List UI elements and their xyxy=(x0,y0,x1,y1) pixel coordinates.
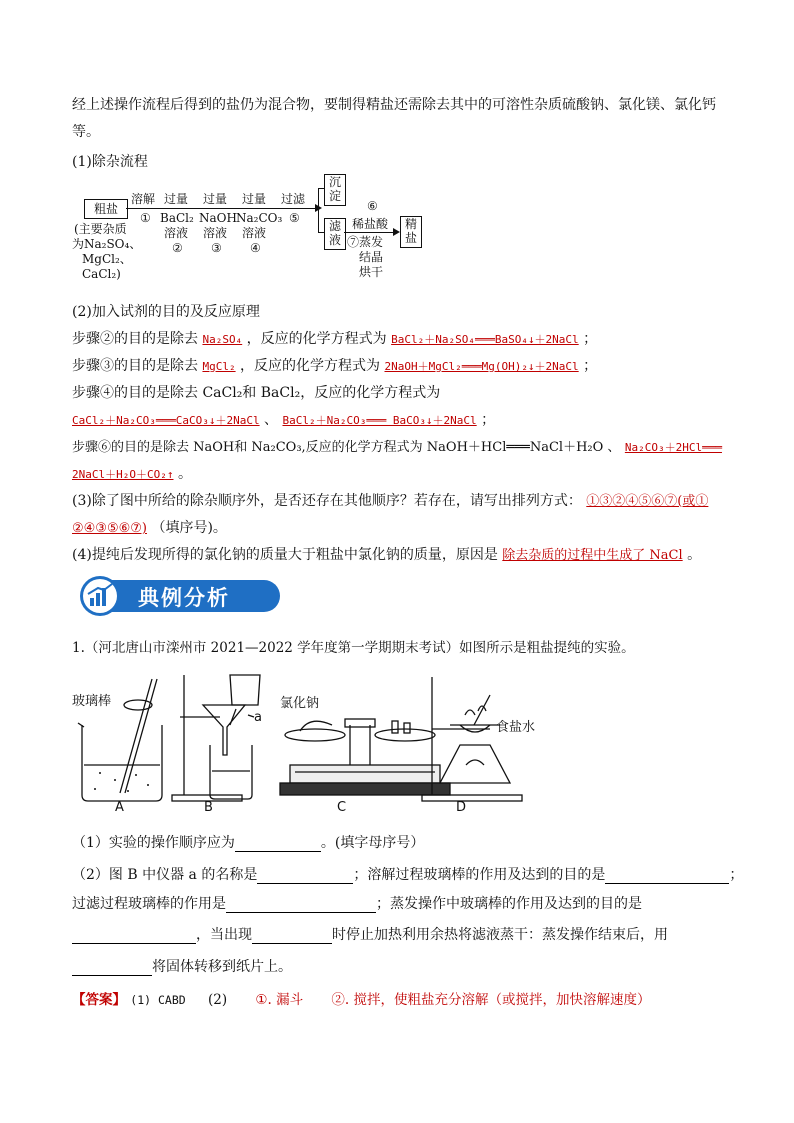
sub2-line-2: 过滤过程玻璃棒的作用是 ；蒸发操作中玻璃棒的作用及达到的目的是 xyxy=(72,896,642,912)
answer-1: (1) CABD xyxy=(130,993,186,1007)
step4-reagent: Na₂CO₃ xyxy=(236,211,283,225)
q4-answer: 除去杂质的过程中生成了 NaCl xyxy=(502,548,683,563)
answer-line xyxy=(72,988,650,1008)
q3-line-1: (3)除了图中所给的除杂顺序外，是否还存在其他顺序？若存在，请写出排列方式： ①③②④⑤⑥⑦(或① xyxy=(72,493,709,509)
blank-evaporate-rod[interactable] xyxy=(72,929,196,944)
impurity-note-3: MgCl₂、 xyxy=(82,252,132,266)
answer-2-1: ①. 漏斗 xyxy=(255,992,304,1008)
blank-order[interactable] xyxy=(235,837,321,852)
step3-answer1: MgCl₂ xyxy=(202,360,236,373)
step4-sol: 溶液 xyxy=(242,226,267,240)
label-glass-rod: 玻璃棒 xyxy=(72,694,112,709)
intro-line-2: 等。 xyxy=(72,124,100,140)
step4-equations: CaCl₂＋Na₂CO₃═══CaCO₃↓＋2NaCl 、 BaCl₂＋Na₂CO₃═══ BaCO₃↓＋2NaCl ； xyxy=(72,412,496,428)
blank-transfer-tool[interactable] xyxy=(72,961,152,976)
impurity-note-4: CaCl₂) xyxy=(82,267,121,281)
step3-answer2: 2NaOH＋MgCl₂═══Mg(OH)₂↓＋2NaCl xyxy=(384,360,579,373)
step1-num: ① xyxy=(140,211,151,225)
step2-sol: 溶液 xyxy=(164,226,189,240)
sub2-line-3: ，当出现 时停止加热利用余热将滤液蒸干：蒸发操作结束后，用 xyxy=(72,924,668,944)
step7-sub1: 结晶 xyxy=(359,250,384,264)
step2-reagent: BaCl₂ xyxy=(160,211,194,225)
problem1-text: 1.（河北唐山市滦州市 2021—2022 学年度第一学期期末考试）如图所示是粗盐提纯的实验。 xyxy=(72,640,635,656)
blank-instrument-a[interactable] xyxy=(257,869,353,884)
step6-answer2: 2NaCl＋H₂O＋CO₂↑ xyxy=(72,468,174,481)
step6-answer1: Na₂CO₃＋2HCl═══ xyxy=(624,441,722,454)
caption-b: B xyxy=(204,800,213,815)
step5-num: ⑤ xyxy=(289,211,300,225)
impurity-note-2: 为Na₂SO₄、 xyxy=(72,237,142,251)
step4-answer1: CaCl₂＋Na₂CO₃═══CaCO₃↓＋2NaCl xyxy=(72,414,260,427)
sub1-line: （1）实验的操作顺序应为 。(填字母序号） xyxy=(72,835,425,851)
step7-label: ⑦蒸发 xyxy=(347,235,384,249)
step6-line: 步骤⑥的目的是除去 NaOH和 Na₂CO₃,反应的化学方程式为 NaOH＋HCl═══NaCl＋H₂O 、 Na₂CO₃＋2HCl═══ xyxy=(72,440,722,455)
intro-line-1: 经上述操作流程后得到的盐仍为混合物，要制得精盐还需除去其中的可溶性杂质硫酸钠、氯化镁、氯化钙 xyxy=(72,97,716,113)
precipitate-box: 沉 淀 xyxy=(324,174,346,206)
answer-tag: 【答案】 xyxy=(72,992,126,1008)
step3-reagent: NaOH xyxy=(199,211,237,225)
label-a: a xyxy=(254,710,262,725)
step6-line-2: 2NaCl＋H₂O＋CO₂↑ 。 xyxy=(72,466,192,482)
step2-answer1: Na₂SO₄ xyxy=(202,333,243,346)
step2-top: 过量 xyxy=(164,192,189,206)
step2-line: 步骤②的目的是除去 Na₂SO₄ ，反应的化学方程式为 BaCl₂＋Na₂SO₄═══BaSO₄↓＋2NaCl ； xyxy=(72,331,598,347)
crude-salt-box: 粗盐 xyxy=(84,199,128,219)
step3-top: 过量 xyxy=(203,192,228,206)
impurity-note-1: (主要杂质 xyxy=(74,222,127,236)
step3-sol: 溶液 xyxy=(203,226,228,240)
caption-d: D xyxy=(456,800,467,815)
blank-stop-heating[interactable] xyxy=(252,929,332,944)
label-brine: 食盐水 xyxy=(496,720,536,735)
step1-top: 溶解 xyxy=(131,192,156,206)
answer-2-2: ②. 搅拌，使粗盐充分溶解（或搅拌，加快溶解速度） xyxy=(331,992,651,1008)
caption-a: A xyxy=(115,800,124,815)
q3-line-2: ②④③⑤⑥⑦) （填序号)。 xyxy=(72,520,227,536)
label-nacl: 氯化钠 xyxy=(280,696,320,711)
step2-answer2: BaCl₂＋Na₂SO₄═══BaSO₄↓＋2NaCl xyxy=(391,333,579,346)
step5-top: 过滤 xyxy=(281,192,306,206)
section2-title: (2)加入试剂的目的及反应原理 xyxy=(72,304,260,320)
sub2-line-4: 将固体转移到纸片上。 xyxy=(72,956,292,976)
step4-line: 步骤④的目的是除去 CaCl₂和 BaCl₂，反应的化学方程式为 xyxy=(72,385,441,401)
caption-c: C xyxy=(337,800,347,815)
sub2-line-1: （2）图 B 中仪器 a 的名称是 ；溶解过程玻璃棒的作用及达到的目的是 ； xyxy=(72,867,744,883)
step4-top: 过量 xyxy=(242,192,267,206)
step4-num: ④ xyxy=(250,241,261,255)
q3-answer2: ②④③⑤⑥⑦) xyxy=(72,521,147,536)
section1-title: (1)除杂流程 xyxy=(72,154,148,170)
answer-2-label: (2) xyxy=(207,992,228,1008)
step4-answer2: BaCl₂＋Na₂CO₃═══ BaCO₃↓＋2NaCl xyxy=(282,414,477,427)
filtrate-box: 滤 液 xyxy=(324,218,346,250)
step3-num: ③ xyxy=(211,241,222,255)
step6-num: ⑥ xyxy=(367,199,378,213)
blank-dissolve-rod[interactable] xyxy=(605,869,729,884)
step7-sub2: 烘干 xyxy=(359,265,384,279)
blank-filter-rod[interactable] xyxy=(226,898,376,913)
step6-label: 稀盐酸 xyxy=(352,217,389,231)
step2-num: ② xyxy=(172,241,183,255)
q3-answer1: ①③②④⑤⑥⑦(或① xyxy=(586,494,709,509)
q4-line: (4)提纯后发现所得的氯化钠的质量大于粗盐中氯化钠的质量，原因是 除去杂质的过程中生成了 NaCl 。 xyxy=(72,547,702,563)
section-banner xyxy=(78,576,282,616)
banner-title: 典例分析 xyxy=(138,586,230,610)
step3-line: 步骤③的目的是除去 MgCl₂ ，反应的化学方程式为 2NaOH＋MgCl₂═══Mg(OH)₂↓＋2NaCl ； xyxy=(72,358,598,374)
refined-salt-box: 精 盐 xyxy=(400,216,422,248)
